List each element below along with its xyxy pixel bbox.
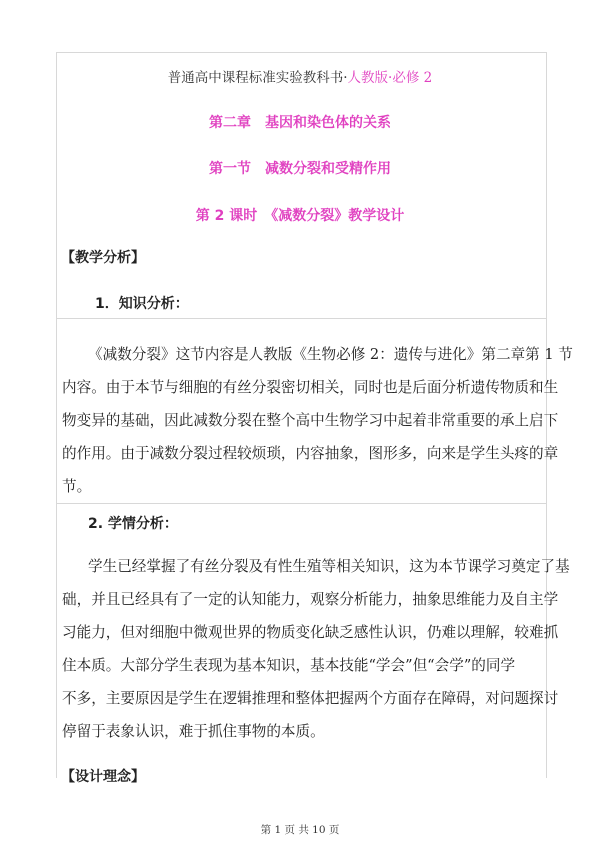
paragraph-line: 住本质。大部分学生表现为基本知识，基本技能“学会”但“会学”的同学 xyxy=(62,657,516,674)
row-divider-2 xyxy=(56,503,547,504)
header-edition: 人教版 xyxy=(347,70,389,86)
paragraph-line: 停留于表象认识，难于抓住事物的本质。 xyxy=(62,723,325,740)
lesson-title: 第 2 课时 《减数分裂》教学设计 xyxy=(195,208,405,224)
knowledge-analysis-heading: 1．知识分析： xyxy=(95,296,189,312)
document-header xyxy=(0,66,600,86)
paragraph-line: 习能力，但对细胞中微观世界的物质变化缺乏感性认识，仍难以理解，较难抓 xyxy=(62,624,559,641)
learner-paragraph xyxy=(62,550,570,748)
paragraph-line: 不多，主要原因是学生在逻辑推理和整体把握两个方面存在障碍，对问题探讨 xyxy=(62,690,559,707)
paragraph-line: 内容。由于本节与细胞的有丝分裂密切相关，同时也是后面分析遗传物质和生 xyxy=(62,379,559,396)
section-title: 第一节 减数分裂和受精作用 xyxy=(209,161,391,177)
header-volume: 必修 2 xyxy=(392,70,433,86)
paragraph-line: 节。 xyxy=(62,478,92,495)
paragraph-line: 础，并且已经具有了一定的认知能力，观察分析能力，抽象思维能力及自主学 xyxy=(62,591,559,608)
header-separator: · xyxy=(343,70,348,86)
paragraph-line: 物变异的基础，因此减数分裂在整个高中生物学习中起着非常重要的承上启下 xyxy=(62,412,559,429)
teaching-analysis-heading: 【教学分析】 xyxy=(61,250,145,266)
paragraph-line: 的作用。由于减数分裂过程较烦琐，内容抽象，图形多，向来是学生头疼的章 xyxy=(62,445,559,462)
paragraph-line: 学生已经掌握了有丝分裂及有性生殖等相关知识，这为本节课学习奠定了基 xyxy=(88,558,570,575)
chapter-title: 第二章 基因和染色体的关系 xyxy=(209,115,391,131)
learner-analysis-heading: 2. 学情分析： xyxy=(88,516,178,532)
page-number: 第 1 页 共 10 页 xyxy=(260,824,340,836)
knowledge-paragraph xyxy=(62,338,573,503)
header-series: 普通高中课程标准实验教科书 xyxy=(167,70,344,86)
paragraph-line: 《减数分裂》这节内容是人教版《生物必修 2：遗传与进化》第二章第 1 节 xyxy=(88,346,573,363)
row-divider-1 xyxy=(56,318,547,319)
table-border-top xyxy=(56,52,547,53)
design-concept-heading: 【设计理念】 xyxy=(61,769,145,785)
header-separator: · xyxy=(388,70,393,86)
